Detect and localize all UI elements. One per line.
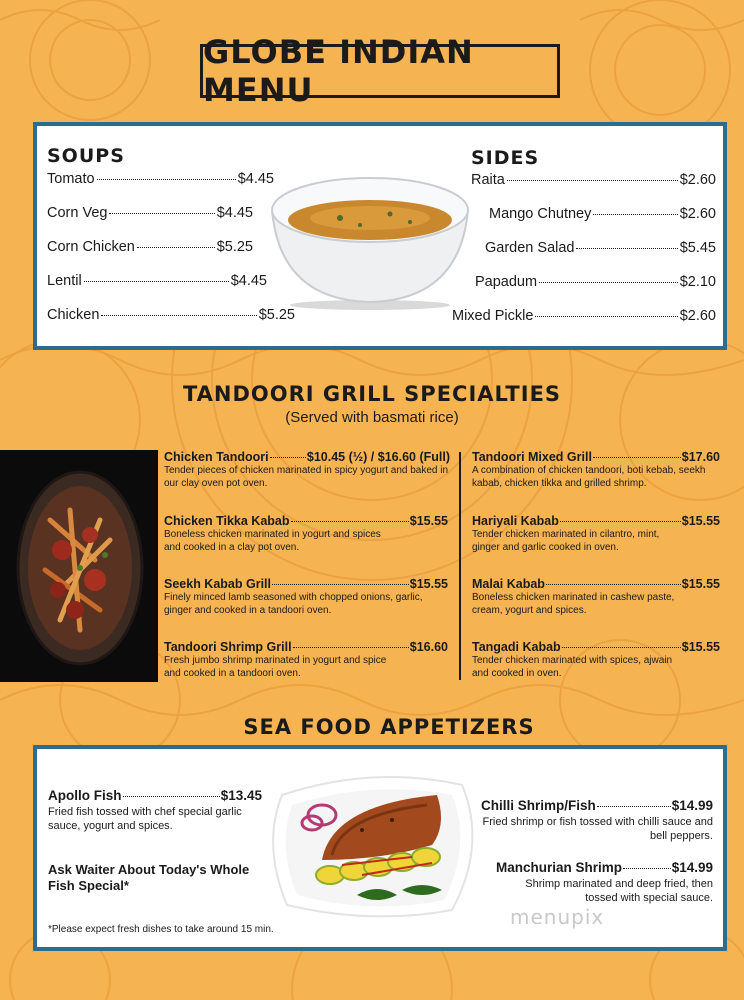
- column-divider: [459, 452, 461, 680]
- item-description: Tender chicken marinated with spices, ajwain and cooked in oven.: [472, 655, 673, 679]
- item-name: Tandoori Mixed Grill: [472, 450, 592, 464]
- item-name: Tangadi Kabab: [472, 640, 561, 654]
- soups-heading: SOUPS: [47, 145, 125, 167]
- side-item: Mixed Pickle $2.60: [452, 308, 716, 324]
- tandoori-item: [164, 450, 450, 490]
- item-price: $15.55: [409, 514, 448, 528]
- soup-item: Tomato $4.45: [47, 171, 274, 187]
- item-name: Chicken Tikka Kabab: [164, 514, 290, 528]
- fish-plate-image: [262, 765, 482, 925]
- item-name: Chicken Tandoori: [164, 450, 269, 464]
- tandoori-item: [472, 514, 720, 554]
- soup-item: Corn Chicken $5.25: [47, 239, 253, 255]
- item-price: $15.55: [681, 577, 720, 591]
- item-name: Manchurian Shrimp: [496, 860, 623, 875]
- tandoori-item: [164, 514, 448, 554]
- sizzler-platter-image: [0, 450, 158, 682]
- seafood-item-chilli: [481, 798, 713, 843]
- side-item: Garden Salad $5.45: [485, 240, 716, 256]
- item-name: Seekh Kabab Grill: [164, 577, 271, 591]
- seafood-item-manchurian: [496, 860, 713, 905]
- side-item: Mango Chutney $2.60: [489, 206, 716, 222]
- soup-item: Corn Veg $4.45: [47, 205, 253, 221]
- item-price: $16.60: [409, 640, 448, 654]
- item-description: Fried fish tossed with chef special garlic sauce, yogurt and spices.: [48, 806, 242, 832]
- item-price: $14.99: [671, 860, 713, 875]
- item-description: Tender chicken marinated in cilantro, mint, ginger and garlic cooked in oven.: [472, 529, 660, 553]
- item-description: Tender pieces of chicken marinated in spicy yogurt and baked in our clay oven pot oven.: [164, 465, 449, 489]
- item-description: Fresh jumbo shrimp marinated in yogurt and spice and cooked in a tandoori oven.: [164, 655, 387, 679]
- item-price: $10.45 (½) / $16.60 (Full): [306, 450, 450, 464]
- watermark: menupix: [510, 905, 605, 929]
- soup-bowl-image: [260, 170, 480, 310]
- item-description: Shrimp marinated and deep fried, then tossed with special sauce.: [525, 878, 713, 904]
- seafood-heading: SEA FOOD APPETIZERS: [243, 715, 535, 739]
- item-name: Malai Kabab: [472, 577, 545, 591]
- menu-title: GLOBE INDIAN MENU: [203, 33, 474, 109]
- item-name: Hariyali Kabab: [472, 514, 559, 528]
- item-price: $15.55: [409, 577, 448, 591]
- menu-title-box: [200, 33, 560, 109]
- side-item: Raita $2.60: [471, 172, 716, 188]
- fresh-dishes-note: *Please expect fresh dishes to take around 15 min.: [48, 924, 274, 935]
- item-description: Boneless chicken marinated in cashew paste, cream, yogurt and spices.: [472, 592, 675, 616]
- item-price: $15.55: [681, 514, 720, 528]
- tandoori-item: [472, 640, 720, 680]
- item-price: $13.45: [220, 788, 262, 803]
- item-price: $17.60: [681, 450, 720, 464]
- sides-list: [452, 172, 716, 342]
- tandoori-heading: TANDOORI GRILL SPECIALTIES: [182, 382, 562, 406]
- item-description: Finely minced lamb seasoned with chopped onions, garlic, ginger and cooked in a tandoori oven.: [164, 592, 423, 616]
- sides-heading: SIDES: [471, 147, 540, 169]
- item-name: Tandoori Shrimp Grill: [164, 640, 292, 654]
- tandoori-item: [164, 577, 448, 617]
- item-price: $14.99: [671, 798, 713, 813]
- item-name: Apollo Fish: [48, 788, 122, 803]
- tandoori-item: [472, 577, 720, 617]
- item-description: A combination of chicken tandoori, boti kebab, seekh kabab, chicken tikka and grilled shrimp.: [472, 465, 706, 489]
- ask-waiter-note: Ask Waiter About Today's Whole Fish Special*: [48, 862, 250, 893]
- soups-list: [47, 171, 295, 341]
- item-description: Boneless chicken marinated in yogurt and spices and cooked in a clay pot oven.: [164, 529, 381, 553]
- tandoori-item: [472, 450, 720, 490]
- seafood-item-apollo: [48, 788, 262, 833]
- item-name: Chilli Shrimp/Fish: [481, 798, 596, 813]
- soup-item: Lentil $4.45: [47, 273, 267, 289]
- tandoori-subheading: (Served with basmati rice): [285, 409, 459, 426]
- item-price: $15.55: [681, 640, 720, 654]
- soup-item: Chicken $5.25: [47, 307, 295, 323]
- item-description: Fried shrimp or fish tossed with chilli sauce and bell peppers.: [482, 816, 713, 842]
- tandoori-item: [164, 640, 448, 680]
- side-item: Papadum $2.10: [475, 274, 716, 290]
